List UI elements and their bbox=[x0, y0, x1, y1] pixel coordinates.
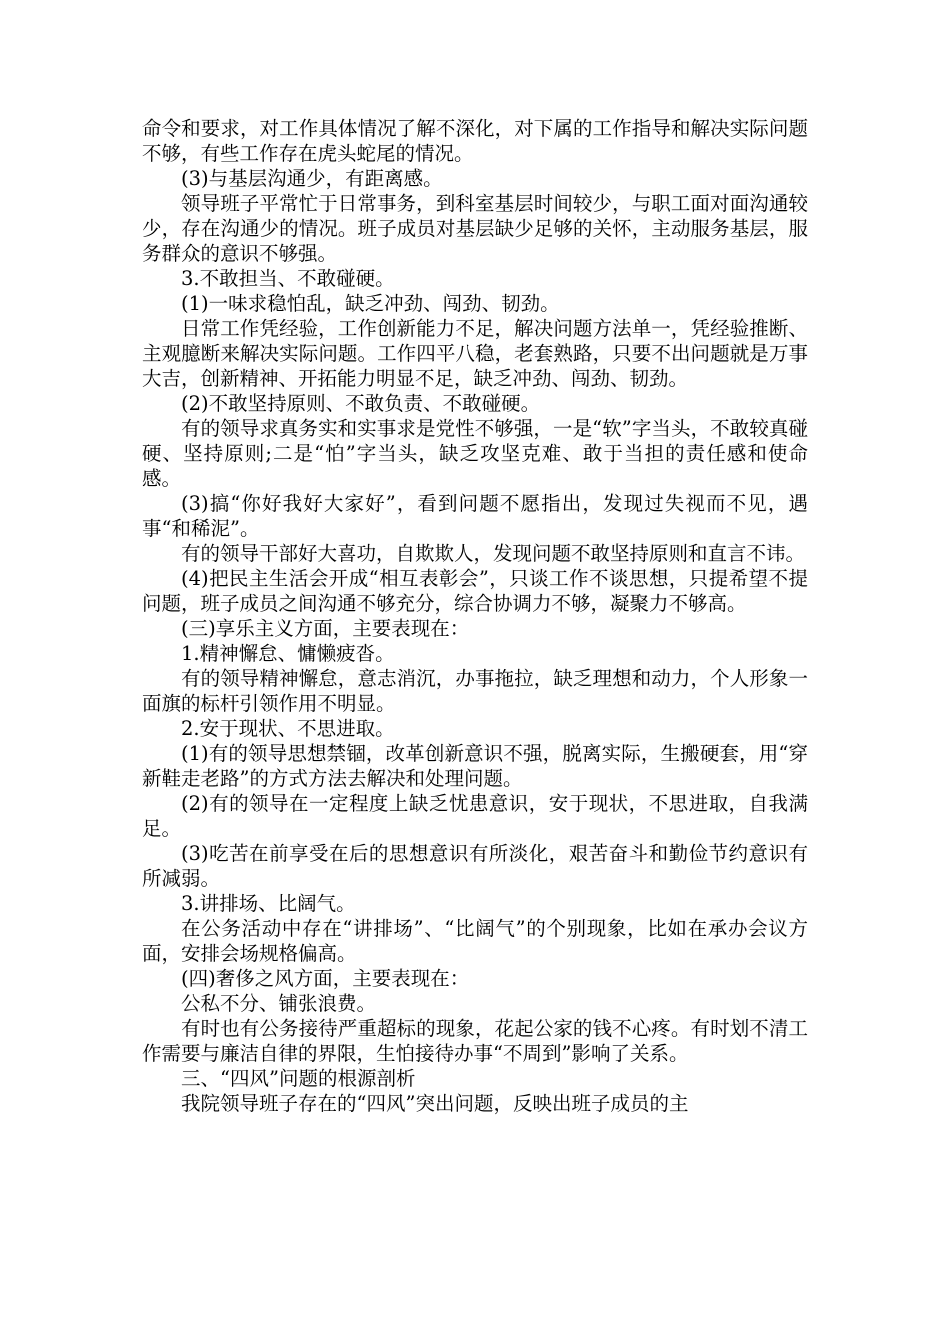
paragraph: (1)一味求稳怕乱，缺乏冲劲、闯劲、韧劲。 bbox=[181, 292, 560, 315]
paragraph: 在公务活动中存在“讲排场”、“比阔气”的个别现象，比如在承办会议方面，安排会场规格偏高。 bbox=[142, 917, 808, 965]
paragraph: (3)吃苦在前享受在后的思想意识有所淡化，艰苦奋斗和勤俭节约意识有所减弱。 bbox=[142, 842, 808, 890]
paragraph: 3.不敢担当、不敢碰硬。 bbox=[181, 267, 395, 290]
document-body bbox=[142, 116, 808, 1116]
paragraph: 有时也有公务接待严重超标的现象，花起公家的钱不心疼。有时划不清工作需要与廉洁自律的界限，生怕接待办事“不周到”影响了关系。 bbox=[142, 1017, 808, 1065]
paragraph: 公私不分、铺张浪费。 bbox=[181, 992, 377, 1015]
paragraph: 日常工作凭经验，工作创新能力不足，解决问题方法单一，凭经验推断、主观臆断来解决实际问题。工作四平八稳，老套熟路，只要不出问题就是万事大吉，创新精神、开拓能力明显不足，缺乏冲劲、闯劲、韧劲。 bbox=[142, 317, 808, 390]
paragraph: 有的领导干部好大喜功，自欺欺人，发现问题不敢坚持原则和直言不讳。 bbox=[181, 542, 806, 565]
paragraph: 1.精神懈怠、慵懒疲沓。 bbox=[181, 642, 395, 665]
paragraph: 我院领导班子存在的“四风”突出问题，反映出班子成员的主 bbox=[181, 1092, 689, 1115]
paragraph: 领导班子平常忙于日常事务，到科室基层时间较少，与职工面对面沟通较少，存在沟通少的情况。班子成员对基层缺少足够的关怀，主动服务基层，服务群众的意识不够强。 bbox=[142, 192, 808, 265]
paragraph: 2.安于现状、不思进取。 bbox=[181, 717, 395, 740]
paragraph: (4)把民主生活会开成“相互表彰会”，只谈工作不谈思想，只提希望不提问题，班子成员之间沟通不够充分，综合协调力不够，凝聚力不够高。 bbox=[142, 567, 808, 615]
paragraph: (四)奢侈之风方面，主要表现在： bbox=[181, 967, 470, 990]
paragraph: 有的领导求真务实和实事求是党性不够强，一是“软”字当头，不敢较真碰硬、坚持原则;二是“怕”字当头，缺乏攻坚克难、敢于当担的责任感和使命感。 bbox=[142, 417, 808, 490]
paragraph: (3)搞“你好我好大家好”，看到问题不愿指出，发现过失视而不见，遇事“和稀泥”。 bbox=[142, 492, 808, 540]
paragraph: (1)有的领导思想禁锢，改革创新意识不强，脱离实际，生搬硬套，用“穿新鞋走老路”的方式方法去解决和处理问题。 bbox=[142, 742, 808, 790]
paragraph: (3)与基层沟通少，有距离感。 bbox=[181, 167, 443, 190]
paragraph: 有的领导精神懈怠，意志消沉，办事拖拉，缺乏理想和动力，个人形象一面旗的标杆引领作用不明显。 bbox=[142, 667, 808, 715]
paragraph: (2)有的领导在一定程度上缺乏忧患意识，安于现状，不思进取，自我满足。 bbox=[142, 792, 808, 840]
paragraph: 三、“四风”问题的根源剖析 bbox=[181, 1067, 416, 1090]
paragraph: 3.讲排场、比阔气。 bbox=[181, 892, 356, 915]
paragraph: 命令和要求，对工作具体情况了解不深化，对下属的工作指导和解决实际问题不够，有些工作存在虎头蛇尾的情况。 bbox=[142, 117, 808, 165]
paragraph: (三)享乐主义方面，主要表现在： bbox=[181, 617, 470, 640]
paragraph: (2)不敢坚持原则、不敢负责、不敢碰硬。 bbox=[181, 392, 541, 415]
